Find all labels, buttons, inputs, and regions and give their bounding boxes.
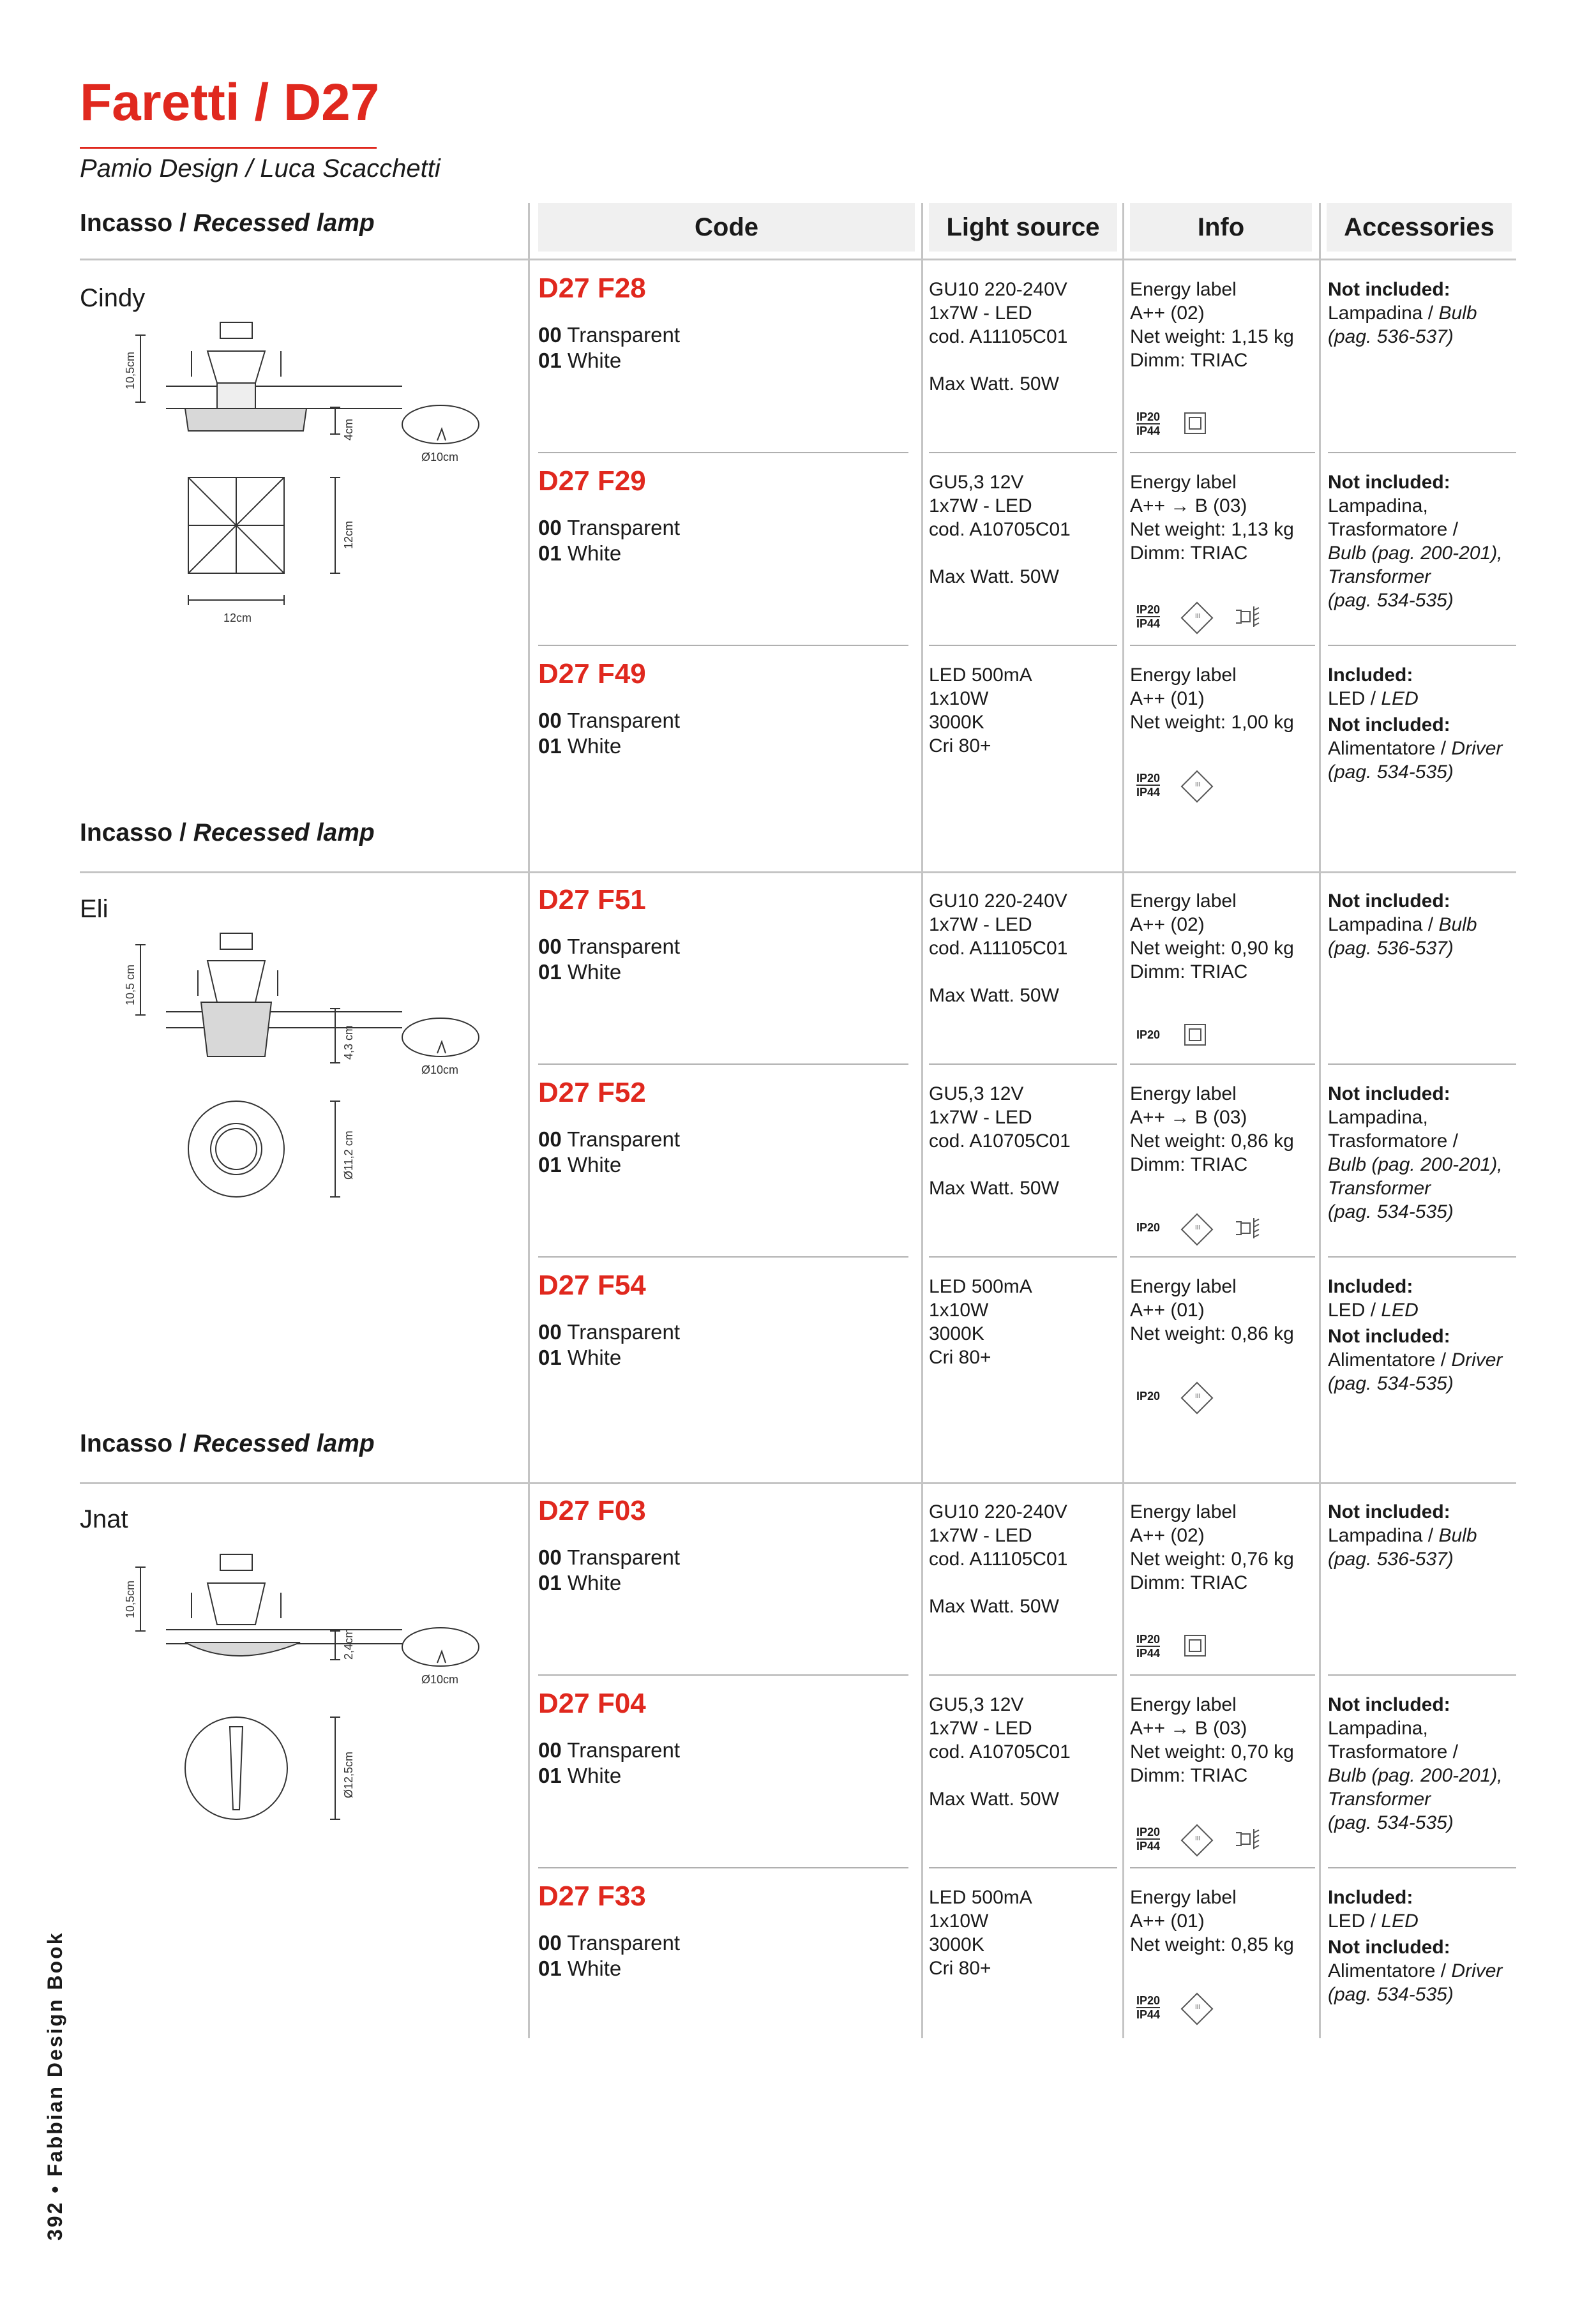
info-line: Net weight: 0,85 kg [1130, 1934, 1294, 1955]
row-divider [1328, 1256, 1516, 1258]
accessory-text: Included: [1328, 665, 1413, 686]
table-row [527, 1879, 1516, 2071]
info-line: Energy label [1130, 472, 1237, 493]
accessories-cell [1328, 1693, 1503, 1835]
light-source-line [929, 349, 1067, 372]
table-row [527, 1494, 1516, 1685]
light-source-cell [929, 470, 1071, 589]
light-source-line: 1x7W - LED [929, 1718, 1032, 1739]
code-cell [538, 1495, 680, 1596]
info-cell [1130, 889, 1294, 984]
info-line: Energy label [1130, 1694, 1237, 1715]
accessory-text: LED [1381, 1300, 1419, 1321]
accessory-text: Trasformatore / [1328, 519, 1458, 540]
class-iii-safety-icon: III [1181, 1824, 1214, 1857]
code-cell [538, 884, 680, 985]
row-divider [1130, 1063, 1315, 1065]
dimmable-transformer-icon [1232, 1213, 1263, 1243]
light-source-line: cod. A11105C01 [929, 938, 1068, 959]
row-divider [1130, 452, 1315, 453]
info-line: Dimm: TRIAC [1130, 350, 1248, 371]
info-line: A++ (01) [1130, 688, 1205, 709]
accessories-cell [1328, 1886, 1502, 2006]
light-source-line: Max Watt. 50W [929, 1789, 1059, 1810]
accessory-text: (pag. 534-535) [1328, 1373, 1454, 1394]
accessory-text: Included: [1328, 1276, 1413, 1297]
info-line: Energy label [1130, 1276, 1237, 1297]
row-divider [538, 1867, 908, 1868]
info-line: Energy label [1130, 890, 1237, 912]
finish-option: 01 White [538, 1153, 622, 1176]
light-source-cell [929, 1082, 1071, 1200]
light-source-cell [929, 1693, 1071, 1811]
table-row [527, 657, 1516, 848]
product-name: Eli [80, 895, 109, 923]
accessory-text: Not included: [1328, 890, 1450, 912]
class-ii-insulation-icon [1184, 1024, 1206, 1046]
ip-rating-value: IP20 [1136, 1994, 1161, 2007]
light-source-line: 1x10W [929, 1300, 989, 1321]
row-divider [1328, 1063, 1516, 1065]
light-source-cell [929, 278, 1067, 396]
code-cell [538, 1077, 680, 1178]
light-source-cell [929, 889, 1067, 1007]
info-line: Net weight: 0,90 kg [1130, 938, 1294, 959]
dim-diameter: Ø11,2 cm [342, 1131, 355, 1180]
row-divider [538, 1674, 908, 1676]
product-code: D27 F54 [538, 1270, 646, 1301]
ip-rating [1136, 410, 1160, 437]
light-source-line: GU5,3 12V [929, 1694, 1024, 1715]
product-code: D27 F03 [538, 1495, 646, 1526]
accessory-text: (pag. 536-537) [1328, 326, 1454, 347]
code-cell [538, 1881, 680, 1981]
light-source-line: Max Watt. 50W [929, 373, 1059, 394]
row-divider [1130, 645, 1315, 646]
row-divider [1328, 452, 1516, 453]
info-cell [1130, 1693, 1294, 1787]
finish-option: 00 Transparent [538, 1320, 680, 1344]
light-source-line: 3000K [929, 1323, 984, 1344]
info-line: Energy label [1130, 1887, 1237, 1908]
ip-rating [1136, 1633, 1160, 1660]
light-source-line: 1x7W - LED [929, 495, 1032, 516]
class-ii-insulation-icon [1184, 412, 1206, 434]
accessory-text: Transformer [1328, 1789, 1431, 1810]
info-line: A++ (02) [1130, 303, 1205, 324]
accessory-text: Bulb [1438, 1525, 1477, 1546]
product-code: D27 F28 [538, 273, 646, 304]
light-source-line: 1x10W [929, 1911, 989, 1932]
dim-depth: 4,3 cm [342, 1025, 355, 1060]
light-source-line: Max Watt. 50W [929, 1178, 1059, 1199]
finish-option: 01 White [538, 1957, 622, 1980]
ip-rating-value: IP20 [1136, 410, 1161, 423]
column-header-info: Info [1130, 203, 1312, 252]
accessory-text: Not included: [1328, 1501, 1450, 1522]
row-divider [538, 452, 908, 453]
cindy-technical-drawing [115, 313, 498, 632]
ip-rating-value: IP44 [1136, 424, 1161, 437]
table-row [527, 1076, 1516, 1267]
eli-technical-drawing [115, 926, 498, 1226]
accessories-cell [1328, 470, 1503, 612]
light-source-line: 1x10W [929, 688, 989, 709]
accessory-text: Lampadina / [1328, 914, 1439, 935]
accessory-text: Bulb [1438, 303, 1477, 324]
product-name: Jnat [80, 1505, 128, 1533]
light-source-line: Max Watt. 50W [929, 985, 1059, 1006]
accessory-text: LED / [1328, 1300, 1381, 1321]
info-line: Net weight: 0,70 kg [1130, 1741, 1294, 1762]
info-cell [1130, 1886, 1294, 1957]
accessories-cell [1328, 663, 1502, 784]
light-source-line: cod. A11105C01 [929, 326, 1068, 347]
page-title: Faretti / D27 [80, 73, 380, 131]
dim-diameter: Ø12,5cm [342, 1751, 355, 1798]
dim-height: 10,5 cm [124, 964, 137, 1005]
info-line: Dimm: TRIAC [1130, 543, 1248, 564]
accessory-text: (pag. 534-535) [1328, 762, 1454, 783]
light-source-line: Cri 80+ [929, 735, 991, 756]
accessory-text: (pag. 534-535) [1328, 1201, 1454, 1222]
light-source-line [929, 1764, 1071, 1787]
finish-option: 01 White [538, 1571, 622, 1595]
dim-depth: 4cm [342, 418, 355, 440]
info-cell [1130, 1082, 1294, 1176]
product-code: D27 F49 [538, 658, 646, 689]
info-line: A++ → B (03) [1130, 1718, 1247, 1739]
light-source-line: 3000K [929, 1934, 984, 1955]
info-line: Dimm: TRIAC [1130, 961, 1248, 982]
title-underline [80, 147, 377, 149]
dim-height: 10,5cm [124, 1580, 137, 1618]
accessory-text: Not included: [1328, 1937, 1450, 1958]
page-footer: 392 • Fabbian Design Book [43, 1931, 66, 2241]
light-source-line: 1x7W - LED [929, 914, 1032, 935]
column-header-accessories: Accessories [1327, 203, 1512, 252]
accessory-text: Not included: [1328, 279, 1450, 300]
section-label: Incasso / Recessed lamp [80, 1430, 375, 1457]
info-cell [1130, 278, 1294, 372]
info-line: A++ (02) [1130, 1525, 1205, 1546]
finish-option: 01 White [538, 734, 622, 758]
accessory-text: Alimentatore / [1328, 1349, 1452, 1371]
product-code: D27 F51 [538, 884, 646, 915]
finish-option: 01 White [538, 1764, 622, 1787]
light-source-line: LED 500mA [929, 1887, 1032, 1908]
light-source-line: cod. A10705C01 [929, 1131, 1071, 1152]
accessory-text: LED / [1328, 1911, 1381, 1932]
product-code: D27 F33 [538, 1881, 646, 1912]
row-divider [929, 1867, 1117, 1868]
accessory-text: Lampadina, [1328, 1718, 1428, 1739]
ip-rating [1136, 1390, 1160, 1402]
info-line: Energy label [1130, 279, 1237, 300]
accessory-text: (pag. 534-535) [1328, 590, 1454, 611]
accessory-text: Lampadina / [1328, 303, 1439, 324]
accessory-text: Bulb (pag. 200-201), [1328, 543, 1503, 564]
accessory-text: Alimentatore / [1328, 1960, 1452, 1981]
light-source-line: 3000K [929, 712, 984, 733]
table-row [527, 1268, 1516, 1460]
light-source-line: Cri 80+ [929, 1347, 991, 1368]
light-source-cell [929, 663, 1032, 758]
product-code: D27 F29 [538, 465, 646, 497]
accessory-text: Transformer [1328, 566, 1431, 587]
info-line: Dimm: TRIAC [1130, 1572, 1248, 1593]
section-label: Incasso / Recessed lamp [80, 819, 375, 846]
light-source-line: 1x7W - LED [929, 303, 1032, 324]
ip-rating-value: IP44 [1136, 617, 1161, 630]
class-iii-safety-icon: III [1181, 1213, 1214, 1246]
row-divider [1130, 1256, 1315, 1258]
light-source-line: cod. A11105C01 [929, 1549, 1068, 1570]
light-source-line: cod. A10705C01 [929, 519, 1071, 540]
table-row [527, 1687, 1516, 1878]
row-divider [929, 1674, 1117, 1676]
row-divider [538, 645, 908, 646]
row-divider [929, 452, 1117, 453]
info-line: Dimm: TRIAC [1130, 1765, 1248, 1786]
row-divider [1328, 1867, 1516, 1868]
ip-rating [1136, 1994, 1160, 2021]
ip-rating-value: IP44 [1136, 2008, 1161, 2021]
finish-option: 00 Transparent [538, 1738, 680, 1762]
column-header-code: Code [538, 203, 915, 252]
accessory-text: Driver [1451, 738, 1503, 759]
dim-depth: 2,4cm [342, 1628, 355, 1660]
accessory-text: Not included: [1328, 1326, 1450, 1347]
accessory-text: LED / [1328, 688, 1381, 709]
info-line: Energy label [1130, 1083, 1237, 1104]
light-source-line: 1x7W - LED [929, 1107, 1032, 1128]
accessory-text: Lampadina, [1328, 1107, 1428, 1128]
info-line: A++ (01) [1130, 1300, 1205, 1321]
product-code: D27 F04 [538, 1688, 646, 1719]
light-source-line: GU5,3 12V [929, 1083, 1024, 1104]
info-line: A++ → B (03) [1130, 1107, 1247, 1128]
accessory-text: Not included: [1328, 472, 1450, 493]
product-code: D27 F52 [538, 1077, 646, 1108]
accessory-text: Not included: [1328, 1694, 1450, 1715]
info-line: Net weight: 0,86 kg [1130, 1323, 1294, 1344]
row-divider [1130, 1867, 1315, 1868]
dim-cutout: Ø10cm [421, 1063, 459, 1076]
light-source-line: Max Watt. 50W [929, 566, 1059, 587]
ip-rating [1136, 1028, 1160, 1041]
row-divider [1130, 1674, 1315, 1676]
info-line: Energy label [1130, 665, 1237, 686]
accessories-cell [1328, 1082, 1503, 1224]
row-divider [929, 645, 1117, 646]
info-line: Net weight: 1,00 kg [1130, 712, 1294, 733]
column-header-light-source: Light source [929, 203, 1117, 252]
accessory-text: Trasformatore / [1328, 1741, 1458, 1762]
code-cell [538, 273, 680, 373]
row-divider [1328, 645, 1516, 646]
code-cell [538, 1270, 680, 1371]
accessory-text: Not included: [1328, 714, 1450, 735]
row-divider [929, 1063, 1117, 1065]
accessory-text: Trasformatore / [1328, 1131, 1458, 1152]
accessory-text: (pag. 536-537) [1328, 938, 1454, 959]
class-iii-safety-icon: III [1181, 770, 1214, 803]
jnat-technical-drawing [115, 1535, 498, 1835]
ip-rating-value: IP44 [1136, 786, 1161, 799]
ip-rating-value: IP44 [1136, 1647, 1161, 1660]
light-source-line [929, 960, 1067, 984]
accessories-cell [1328, 1275, 1502, 1395]
row-divider [1328, 1674, 1516, 1676]
dimmable-transformer-icon [1232, 601, 1263, 632]
light-source-line: LED 500mA [929, 665, 1032, 686]
info-line: Net weight: 1,13 kg [1130, 519, 1294, 540]
ip-rating-value: IP20 [1136, 603, 1161, 616]
light-source-cell [929, 1275, 1032, 1369]
light-source-line [929, 1571, 1067, 1595]
light-source-line: cod. A10705C01 [929, 1741, 1071, 1762]
product-name: Cindy [80, 284, 146, 312]
page-subtitle: Pamio Design / Luca Scacchetti [80, 154, 440, 183]
accessories-cell [1328, 889, 1477, 960]
info-cell [1130, 1500, 1294, 1595]
accessory-text: Alimentatore / [1328, 738, 1452, 759]
light-source-line: GU5,3 12V [929, 472, 1024, 493]
accessory-text: (pag. 534-535) [1328, 1812, 1454, 1833]
finish-option: 00 Transparent [538, 323, 680, 347]
info-cell [1130, 1275, 1294, 1346]
ip-rating-value: IP20 [1136, 1826, 1161, 1838]
accessory-text: Driver [1451, 1960, 1503, 1981]
ip-rating-value: IP20 [1136, 1028, 1161, 1041]
ip-rating [1136, 1221, 1160, 1234]
finish-option: 00 Transparent [538, 935, 680, 958]
accessory-text: Driver [1451, 1349, 1503, 1371]
info-line: Energy label [1130, 1501, 1237, 1522]
finish-option: 00 Transparent [538, 1931, 680, 1955]
class-ii-insulation-icon [1184, 1635, 1206, 1657]
accessory-text: Lampadina, [1328, 495, 1428, 516]
accessory-text: (pag. 534-535) [1328, 1984, 1454, 2005]
code-cell [538, 1688, 680, 1789]
code-cell [538, 658, 680, 759]
light-source-line: GU10 220-240V [929, 1501, 1067, 1522]
ip-rating-value: IP20 [1136, 1221, 1161, 1234]
ip-rating-value: IP20 [1136, 772, 1161, 785]
light-source-line: Cri 80+ [929, 1958, 991, 1979]
dimmable-transformer-icon [1232, 1824, 1263, 1854]
accessory-text: Bulb (pag. 200-201), [1328, 1765, 1503, 1786]
row-divider [538, 1063, 908, 1065]
info-cell [1130, 663, 1294, 734]
table-row [527, 271, 1516, 463]
light-source-line [929, 541, 1071, 565]
light-source-line: Max Watt. 50W [929, 1596, 1059, 1617]
light-source-line: 1x7W - LED [929, 1525, 1032, 1546]
light-source-line: GU10 220-240V [929, 890, 1067, 912]
info-line: Net weight: 0,86 kg [1130, 1131, 1294, 1152]
info-line: Net weight: 1,15 kg [1130, 326, 1294, 347]
info-cell [1130, 470, 1294, 565]
row-divider [538, 1256, 908, 1258]
ip-rating-value: IP20 [1136, 1390, 1161, 1402]
accessory-text: (pag. 536-537) [1328, 1549, 1454, 1570]
class-iii-safety-icon: III [1181, 602, 1214, 635]
accessory-text: Lampadina / [1328, 1525, 1439, 1546]
ip-rating [1136, 772, 1160, 799]
finish-option: 00 Transparent [538, 1545, 680, 1569]
info-line: Dimm: TRIAC [1130, 1154, 1248, 1175]
table-row [527, 883, 1516, 1074]
accessory-text: LED [1381, 688, 1419, 709]
section-divider [80, 1482, 1516, 1484]
row-divider [929, 1256, 1117, 1258]
accessory-text: Transformer [1328, 1178, 1431, 1199]
finish-option: 00 Transparent [538, 709, 680, 732]
class-iii-safety-icon: III [1181, 1382, 1214, 1415]
accessory-text: LED [1381, 1911, 1419, 1932]
finish-option: 01 White [538, 349, 622, 372]
ip-rating-value: IP20 [1136, 1633, 1161, 1646]
finish-option: 01 White [538, 541, 622, 565]
accessory-text: Not included: [1328, 1083, 1450, 1104]
accessories-cell [1328, 278, 1477, 349]
ip-rating [1136, 1826, 1160, 1852]
info-line: A++ → B (03) [1130, 495, 1247, 516]
dim-side: 12cm [342, 520, 355, 549]
info-line: Net weight: 0,76 kg [1130, 1549, 1294, 1570]
finish-option: 00 Transparent [538, 1127, 680, 1151]
light-source-line: GU10 220-240V [929, 279, 1067, 300]
info-line: A++ (02) [1130, 914, 1205, 935]
finish-option: 01 White [538, 960, 622, 984]
accessories-cell [1328, 1500, 1477, 1571]
info-line: A++ (01) [1130, 1911, 1205, 1932]
accessory-text: Included: [1328, 1887, 1413, 1908]
light-source-cell [929, 1886, 1032, 1980]
dim-side: 12cm [223, 612, 252, 624]
finish-option: 00 Transparent [538, 516, 680, 539]
light-source-line [929, 1153, 1071, 1176]
dim-height: 10,5cm [124, 351, 137, 389]
section-label: Incasso / Recessed lamp [80, 209, 375, 237]
ip-rating-value: IP44 [1136, 1840, 1161, 1852]
ip-rating [1136, 603, 1160, 630]
light-source-line: LED 500mA [929, 1276, 1032, 1297]
accessory-text: Bulb [1438, 914, 1477, 935]
section-divider [80, 259, 1516, 260]
table-row [527, 464, 1516, 656]
accessory-text: Bulb (pag. 200-201), [1328, 1154, 1503, 1175]
code-cell [538, 465, 680, 566]
dim-cutout: Ø10cm [421, 1673, 459, 1686]
light-source-cell [929, 1500, 1067, 1618]
section-divider [80, 871, 1516, 873]
dim-cutout: Ø10cm [421, 451, 459, 463]
finish-option: 01 White [538, 1346, 622, 1369]
class-iii-safety-icon: III [1181, 1993, 1214, 2025]
